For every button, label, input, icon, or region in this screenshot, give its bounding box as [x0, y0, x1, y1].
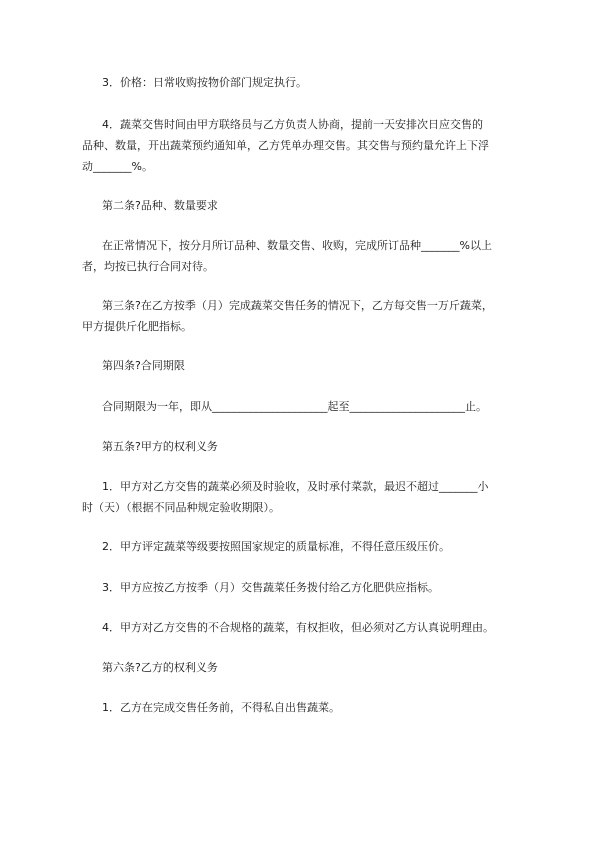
text-line: 4．蔬菜交售时间由甲方联络员与乙方负责人协商，提前一天安排次日应交售的: [102, 118, 483, 131]
text-line: 第五条?甲方的权利义务: [102, 440, 218, 453]
paragraph-quantity-requirement: [82, 235, 542, 277]
text-line: 第二条?品种、数量要求: [102, 199, 218, 212]
paragraph-party-a-duty-4: [102, 617, 532, 638]
text-line: 第三条?在乙方按季（月）完成蔬菜交售任务的情况下，乙方每交售一万斤蔬菜，: [102, 299, 493, 312]
paragraph-party-a-duty-1: [82, 476, 542, 518]
text-line: 3．价格：日常收购按物价部门规定执行。: [102, 76, 307, 89]
heading-article-2: [102, 195, 532, 216]
paragraph-party-a-duty-2: [102, 536, 532, 557]
text-line: 3．甲方应按乙方按季（月）交售蔬菜任务拨付给乙方化肥供应指标。: [102, 581, 439, 594]
paragraph-delivery-time: [82, 114, 542, 177]
text-line: 第四条?合同期限: [102, 359, 185, 372]
paragraph-price: [102, 72, 532, 93]
paragraph-party-b-duty-1: [102, 697, 532, 718]
text-line: 在正常情况下，按分月所订品种、数量交售、收购，完成所订品种_______%以上: [102, 239, 492, 252]
heading-article-6: [102, 657, 532, 678]
text-line: 2．甲方评定蔬菜等级要按照国家规定的质量标准，不得任意压级压价。: [102, 540, 450, 553]
paragraph-party-a-duty-3: [102, 577, 532, 598]
text-line: 甲方提供斤化肥指标。: [82, 320, 192, 333]
text-line: 第六条?乙方的权利义务: [102, 661, 218, 674]
heading-article-4: [102, 355, 532, 376]
paragraph-contract-term: [102, 396, 532, 417]
text-line: 1．乙方在完成交售任务前，不得私自出售蔬菜。: [102, 701, 340, 714]
text-line: 时（天）（根据不同品种规定验收期限）。: [82, 501, 280, 514]
heading-article-5: [102, 436, 532, 457]
text-line: 者，均按已执行合同对待。: [82, 260, 214, 273]
text-line: 1．甲方对乙方交售的蔬菜必须及时验收，及时承付菜款，最迟不超过_______小: [102, 480, 489, 493]
text-line: 合同期限为一年，即从_____________________起至_____________________止。: [102, 400, 487, 413]
paragraph-article-3: [82, 295, 542, 337]
text-line: 品种、数量，开出蔬菜预约通知单，乙方凭单办理交售。其交售与预约量允许上下浮: [82, 139, 489, 152]
text-line: 4．甲方对乙方交售的不合规格的蔬菜，有权拒收，但必须对乙方认真说明理由。: [102, 621, 494, 634]
text-line: 动_______%。: [82, 160, 153, 173]
